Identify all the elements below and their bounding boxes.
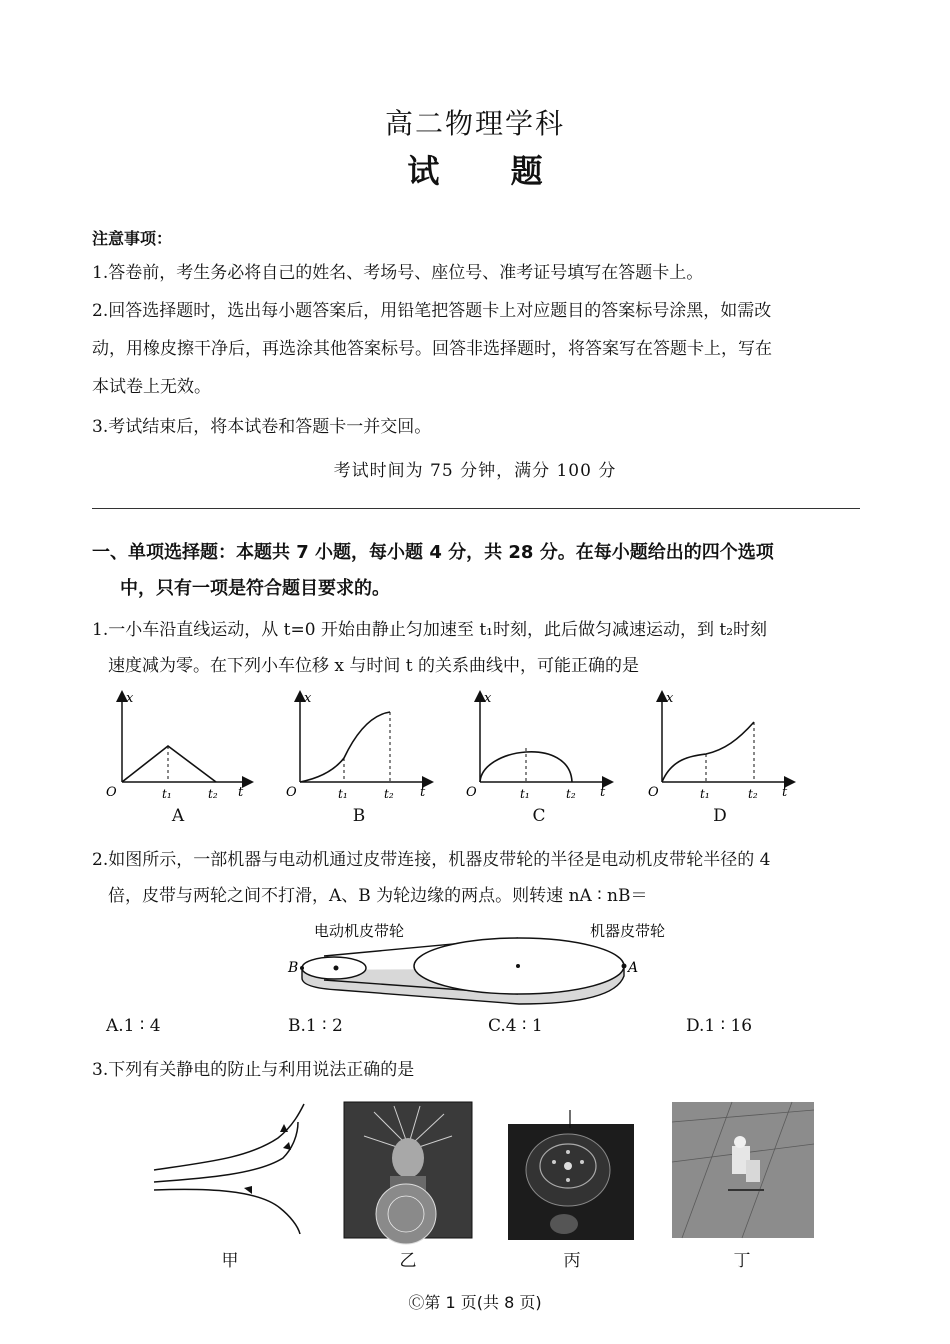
q2-line1: 2.如图所示，一部机器与电动机通过皮带连接，机器皮带轮的半径是电动机皮带轮半径的 4 bbox=[92, 850, 771, 870]
q2-belt-diagram bbox=[284, 918, 666, 1014]
exam-time-info: 考试时间为 75 分钟，满分 100 分 bbox=[333, 461, 617, 481]
q2-option-c[interactable]: C.4 ∶ 1 bbox=[488, 1016, 543, 1036]
note-item-2-cont: 动，用橡皮擦干净后，再选涂其他答案标号。回答非选择题时，将答案写在答题卡上，写在 bbox=[92, 339, 772, 359]
note-item-2-cont2: 本试卷上无效。 bbox=[92, 377, 211, 397]
q3-figure-lineworker-photo bbox=[672, 1102, 814, 1238]
subject-title: 高二物理学科 bbox=[384, 107, 565, 140]
q1-option-b[interactable]: B bbox=[352, 806, 366, 826]
origin-label: O bbox=[648, 785, 659, 800]
x-axis-label: t bbox=[238, 785, 244, 800]
y-axis-label: x bbox=[126, 691, 134, 706]
q2-option-a[interactable]: A.1 ∶ 4 bbox=[106, 1016, 161, 1036]
point-b-label: B bbox=[288, 960, 299, 976]
q3-caption-1: 甲 bbox=[221, 1251, 239, 1271]
q2-option-d[interactable]: D.1 ∶ 16 bbox=[686, 1016, 753, 1036]
section-heading bbox=[92, 535, 862, 607]
q2-option-b[interactable]: B.1 ∶ 2 bbox=[288, 1016, 343, 1036]
y-axis-label: x bbox=[666, 691, 674, 706]
q2-line2: 倍，皮带与两轮之间不打滑，A、B 为轮边缘的两点。则转速 nA ∶ nB＝ bbox=[108, 886, 648, 906]
t2-label: t₂ bbox=[748, 787, 758, 801]
section-heading-line2: 中，只有一项是符合题目要求的。 bbox=[120, 578, 390, 599]
q1-line2: 速度减为零。在下列小车位移 x 与时间 t 的关系曲线中，可能正确的是 bbox=[108, 656, 640, 676]
q3-caption-3: 丙 bbox=[563, 1251, 581, 1271]
t1-label: t₁ bbox=[700, 787, 710, 801]
t2-label: t₂ bbox=[566, 787, 576, 801]
q1-line1: 1.一小车沿直线运动，从 t=0 开始由静止匀加速至 t₁时刻，此后做匀减速运动，到 t₂时刻 bbox=[92, 620, 768, 640]
y-axis-label: x bbox=[304, 691, 312, 706]
q3-figure-device-photo bbox=[508, 1110, 634, 1240]
q1-option-a[interactable]: A bbox=[171, 806, 185, 826]
q1-option-d[interactable]: D bbox=[713, 806, 727, 826]
t1-label: t₁ bbox=[520, 787, 530, 801]
section-heading-line1: 一、单项选择题：本题共 7 小题，每小题 4 分，共 28 分。在每小题给出的四个选项 bbox=[92, 542, 774, 563]
q3-figure-field-lines bbox=[148, 1098, 318, 1238]
t1-label: t₁ bbox=[338, 787, 348, 801]
machine-pulley-label: 机器皮带轮 bbox=[590, 922, 666, 940]
origin-label: O bbox=[286, 785, 297, 800]
motor-pulley-label: 电动机皮带轮 bbox=[314, 922, 405, 940]
q1-graph-d bbox=[642, 688, 802, 808]
q3-caption-2: 乙 bbox=[399, 1251, 417, 1271]
origin-label: O bbox=[466, 785, 477, 800]
divider bbox=[92, 508, 860, 509]
q1-graph-c bbox=[460, 688, 620, 808]
notes-heading: 注意事项： bbox=[92, 229, 173, 248]
t2-label: t₂ bbox=[384, 787, 394, 801]
x-axis-label: t bbox=[600, 785, 606, 800]
point-a-label: A bbox=[628, 960, 639, 976]
origin-label: O bbox=[106, 785, 117, 800]
note-item-2: 2.回答选择题时，选出每小题答案后，用铅笔把答题卡上对应题目的答案标号涂黑，如需改 bbox=[92, 301, 772, 321]
exam-title: 试 题 bbox=[407, 152, 573, 190]
t1-label: t₁ bbox=[162, 787, 172, 801]
t2-label: t₂ bbox=[208, 787, 218, 801]
x-axis-label: t bbox=[782, 785, 788, 800]
q3-figure-hair-photo bbox=[344, 1102, 472, 1238]
note-item-3: 3.考试结束后，将本试卷和答题卡一并交回。 bbox=[92, 417, 432, 437]
q1-graph-b bbox=[280, 688, 440, 808]
q3-text: 3.下列有关静电的防止与利用说法正确的是 bbox=[92, 1060, 415, 1080]
q1-graph-a bbox=[100, 688, 260, 808]
note-item-1: 1.答卷前，考生务必将自己的姓名、考场号、座位号、准考证号填写在答题卡上。 bbox=[92, 263, 704, 283]
y-axis-label: x bbox=[484, 691, 492, 706]
page-footer: Ⓒ第 1 页(共 8 页) bbox=[408, 1293, 542, 1312]
x-axis-label: t bbox=[420, 785, 426, 800]
q1-option-c[interactable]: C bbox=[532, 806, 546, 826]
q3-caption-4: 丁 bbox=[733, 1251, 751, 1271]
